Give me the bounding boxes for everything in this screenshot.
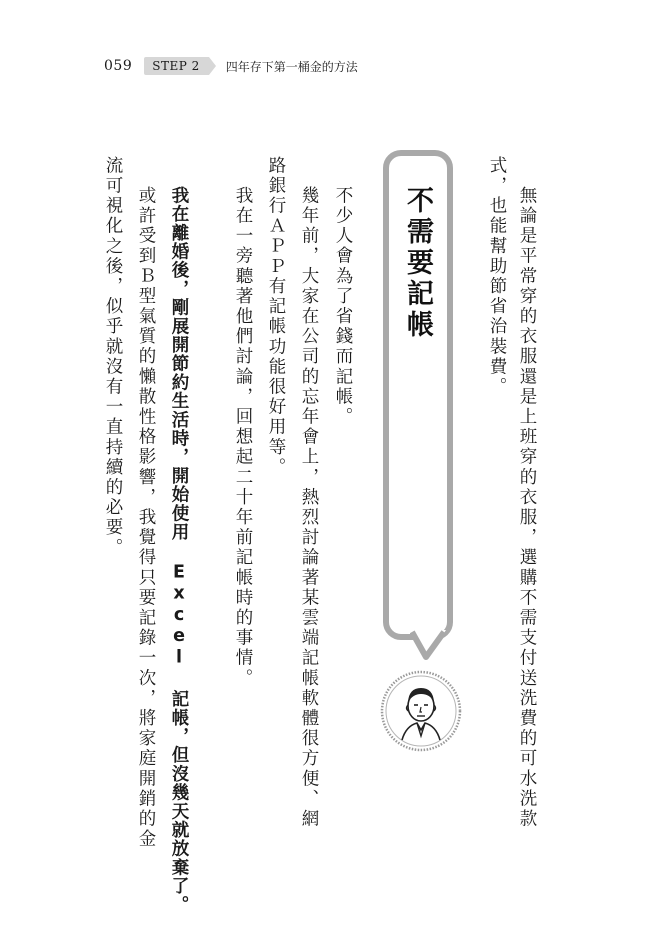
body-column-2: 式，也能幫助節省治裝費。 <box>487 156 507 398</box>
step-label: STEP 2 <box>144 57 206 75</box>
page-number: 059 <box>104 58 133 74</box>
body-column-5: 路銀行ＡＰＰ有記帳功能很好用等。 <box>266 156 286 478</box>
body-column-3: 不少人會為了省錢而記帳。 <box>333 186 353 428</box>
body-column-8: 或許受到Ｂ型氣質的懶散性格影響，我覺得只要記錄一次，將家庭開銷的金 <box>136 186 156 850</box>
running-header <box>104 56 358 76</box>
bubble-heading: 不需要記帳 <box>402 186 433 341</box>
body-column-4: 幾年前，大家在公司的忘年會上，熱烈討論著某雲端記帳軟體很方便、網 <box>299 186 319 830</box>
body-column-1: 無論是平常穿的衣服還是上班穿的衣服，選購不需支付送洗費的可水洗款 <box>517 186 537 830</box>
chevron-right-icon <box>206 57 216 75</box>
body-column-7-bold: 我在離婚後，剛展開節約生活時，開始使用 Excel 記帳，但沒幾天就放棄了。 <box>169 186 189 915</box>
chapter-title: 四年存下第一桶金的方法 <box>225 59 358 74</box>
author-avatar <box>380 670 462 752</box>
body-column-9: 流可視化之後，似乎就沒有一直持續的必要。 <box>103 156 123 558</box>
speech-bubble-tail <box>410 630 446 662</box>
body-column-6: 我在一旁聽著他們討論，回想起二十年前記帳時的事情。 <box>233 186 253 689</box>
step-badge <box>144 56 216 76</box>
